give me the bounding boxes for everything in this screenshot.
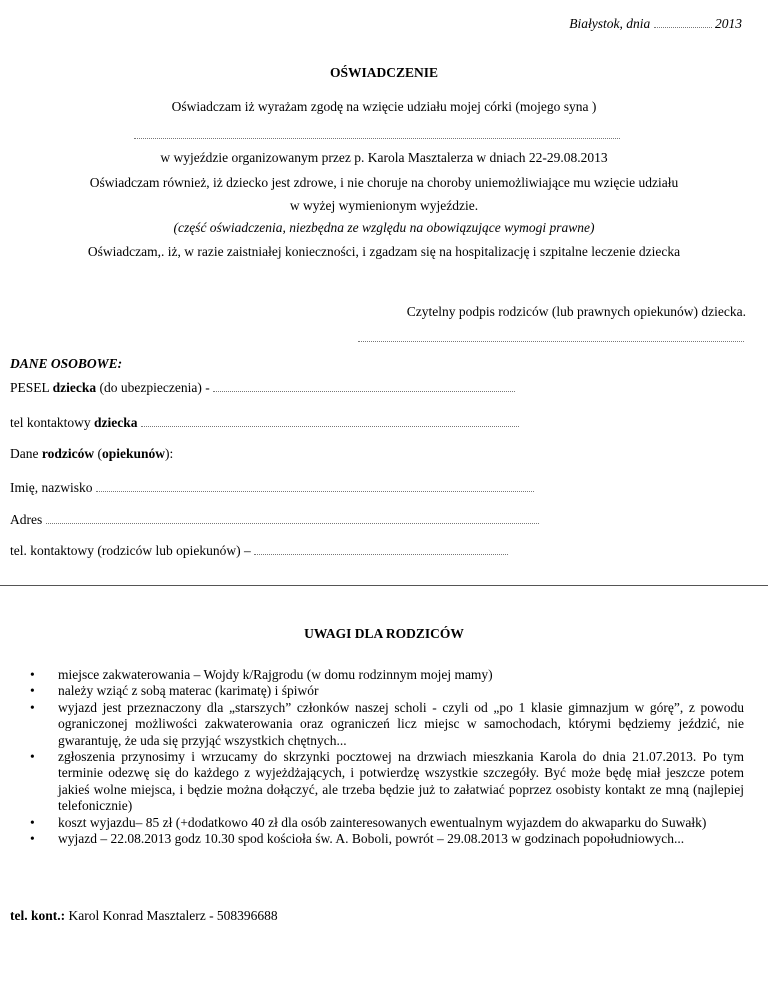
contact-line: tel. kont.: Karol Konrad Masztalerz - 508396688 [10, 908, 278, 923]
notes-title: UWAGI DLA RODZICÓW [304, 626, 464, 641]
child-phone-row: tel kontaktowy dziecka [10, 415, 519, 431]
list-item: • miejsce zakwaterowania – Wojdy k/Rajgrodu (w domu rodzinnym mojej mamy) [56, 667, 744, 683]
legal-note: (część oświadczenia, niezbędna ze względu na obowiązujące wymogi prawne) [173, 220, 595, 235]
declaration-line-5: Oświadczam,. iż, w razie zaistniałej konieczności, i zgadzam się na hospitalizację i szpitalne leczenie dziecka [87, 244, 681, 259]
parents-heading: Dane rodziców (opiekunów): [10, 446, 174, 461]
list-item: • wyjazd – 22.08.2013 godz 10.30 spod kościoła św. A. Boboli, powrót – 29.08.2013 w godzinach popołudniowych... [56, 831, 744, 847]
list-item: • koszt wyjazdu– 85 zł (+dodatkowo 40 zł dla osób zainteresowanych ewentualnym wyjazdem do akwaparku do Suwałk) [56, 815, 744, 831]
parent-name-blank[interactable] [96, 491, 534, 492]
pesel-blank[interactable] [213, 391, 515, 392]
signature-label: Czytelny podpis rodziców (lub prawnych opiekunów) dziecka. [406, 304, 746, 319]
declaration-line-2: w wyjeździe organizowanym przez p. Karola Masztalerza w dniach 22-29.08.2013 [160, 150, 608, 165]
declaration-line-3: Oświadczam również, iż dziecko jest zdrowe, i nie choruje na choroby uniemożliwiające mu wzięcie udziału [89, 175, 679, 190]
signature-blank[interactable] [358, 341, 744, 342]
personal-data-heading: DANE OSOBOWE: [10, 356, 123, 371]
parent-phone-blank[interactable] [254, 554, 508, 555]
address-blank[interactable] [46, 523, 539, 524]
pesel-row: PESEL dziecka (do ubezpieczenia) - [10, 380, 515, 396]
parent-name-row: Imię, nazwisko [10, 480, 534, 496]
child-name-blank[interactable] [134, 138, 620, 139]
place-date: Białystok, dnia 2013 [569, 16, 742, 31]
declaration-line-4: w wyżej wymienionym wyjeździe. [289, 198, 479, 213]
section-divider [0, 585, 768, 586]
child-phone-blank[interactable] [141, 426, 519, 427]
notes-list [56, 667, 744, 847]
list-item: • należy wziąć z sobą materac (karimatę) i śpiwór [56, 683, 744, 699]
address-row: Adres [10, 512, 539, 528]
declaration-title: OŚWIADCZENIE [329, 65, 439, 80]
declaration-line-1: Oświadczam iż wyrażam zgodę na wzięcie udziału mojej córki (mojego syna ) [171, 99, 597, 114]
list-item: • wyjazd jest przeznaczony dla „starszych” członków naszej scholi - czyli od „po 1 klasie gimnazjum w górę”, z powodu ograniczonej możliwości zakwaterowania oraz ograniczeń licz miejsc w samochodach, którymi będziemy jeździć, nie gwarantuję, że uda się przyjąć wszystkich chętnych... [56, 700, 744, 749]
date-blank[interactable] [654, 27, 712, 28]
list-item: • zgłoszenia przynosimy i wrzucamy do skrzynki pocztowej na drzwiach mieszkania Karola do dnia 21.07.2013. Po tym terminie odezwę się do każdego z wyjeżdżających, i potwierdzę wszystkie szczegóły. Być może będę miał jeszcze potem jakieś wolne miejsca, i będzie można dołączyć, ale trzeba będzie już to załatwiać poprzez osobisty kontakt ze mną (najlepiej telefonicznie) [56, 749, 744, 815]
parent-phone-row: tel. kontaktowy (rodziców lub opiekunów) – [10, 543, 508, 559]
